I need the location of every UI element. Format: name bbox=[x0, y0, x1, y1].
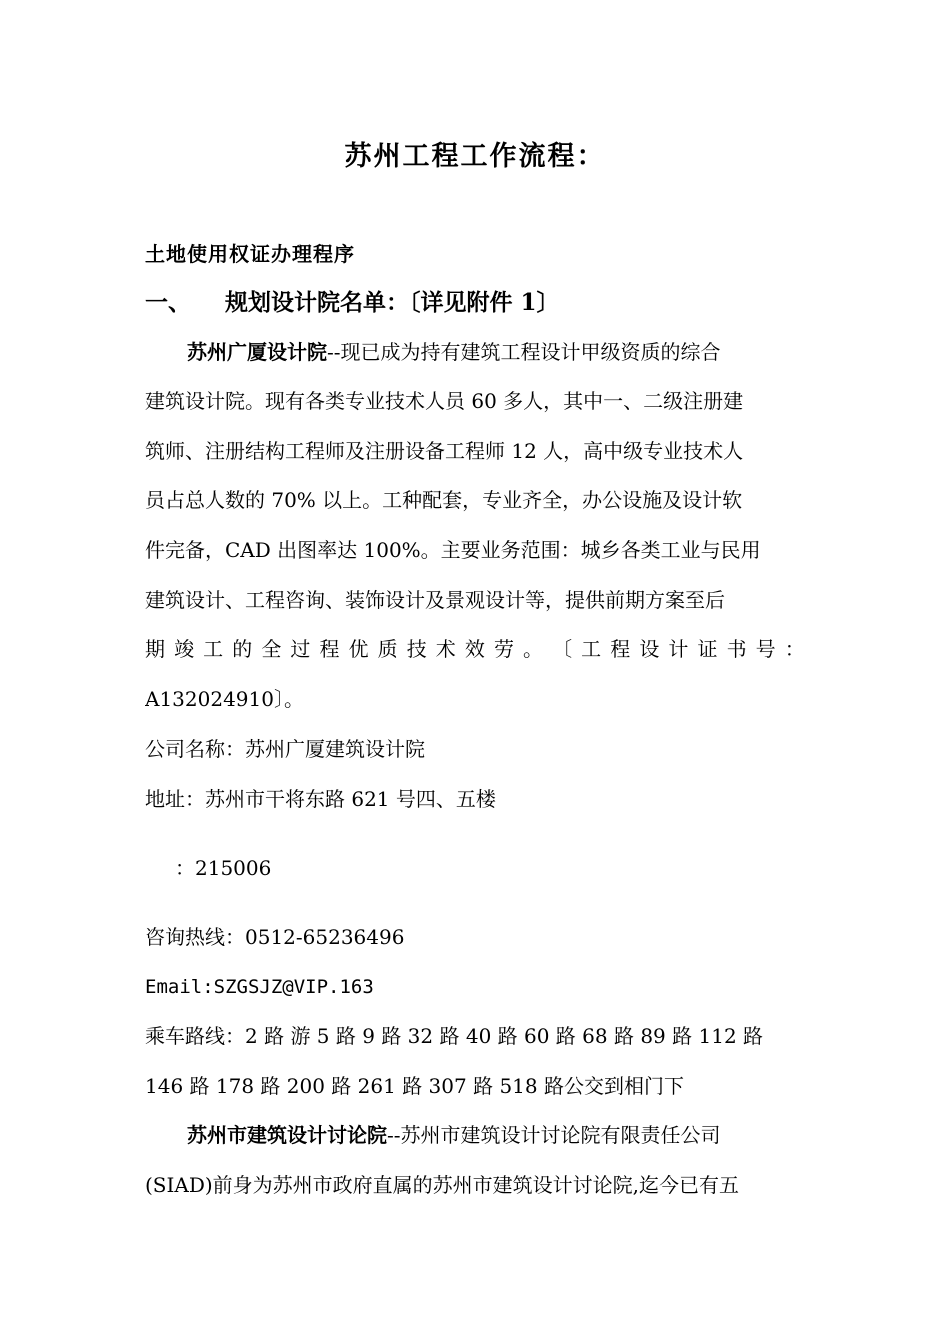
spread-char: 计 bbox=[668, 637, 689, 661]
firm1-name: 苏州广厦设计院 bbox=[187, 340, 327, 364]
firm1-postcode: ：215006 bbox=[175, 856, 272, 880]
spread-char: 技 bbox=[406, 637, 427, 661]
firm1-company-name: 公司名称：苏州广厦建筑设计院 bbox=[145, 737, 425, 761]
firm1-address: 地址：苏州市干将东路 621 号四、五楼 bbox=[145, 787, 496, 811]
spread-char: ： bbox=[784, 637, 805, 661]
spread-char: 优 bbox=[348, 637, 369, 661]
spread-char: 程 bbox=[319, 637, 340, 661]
spread-char: 工 bbox=[581, 637, 602, 661]
firm2-line-text: --苏州市建筑设计讨论院有限责任公司 bbox=[387, 1123, 721, 1147]
spread-char: 证 bbox=[697, 637, 718, 661]
spread-char: 劳 bbox=[493, 637, 514, 661]
firm1-line-text: --现已成为持有建筑工程设计甲级资质的综合 bbox=[327, 340, 721, 364]
firm2-line-0 bbox=[187, 1120, 805, 1150]
spread-char: 工 bbox=[203, 637, 224, 661]
firm1-email: Email:SZGSJZ@VIP.163 bbox=[145, 976, 374, 998]
firm1-cert-line: A132024910〕。 bbox=[145, 687, 304, 711]
spread-char: 质 bbox=[377, 637, 398, 661]
heading-text: 规划设计院名单：〔详见附件 1〕 bbox=[225, 289, 560, 316]
spread-char: 号 bbox=[755, 637, 776, 661]
spread-char: 效 bbox=[464, 637, 485, 661]
spread-char: 的 bbox=[232, 637, 253, 661]
section-label: 土地使用权证办理程序 bbox=[145, 242, 355, 266]
spread-char: 全 bbox=[261, 637, 282, 661]
heading-one bbox=[145, 284, 560, 317]
spread-char: 〔 bbox=[552, 637, 573, 661]
firm2-name: 苏州市建筑设计讨论院 bbox=[187, 1123, 387, 1147]
firm1-hotline: 咨询热线：0512-65236496 bbox=[145, 925, 405, 949]
spread-char: 过 bbox=[290, 637, 311, 661]
firm1-line-2: 筑师、注册结构工程师及注册设备工程师 12 人，高中级专业技术人 bbox=[145, 439, 744, 463]
firm1-bus-line-1: 乘车路线：2 路 游 5 路 9 路 32 路 40 路 60 路 68 路 89 路 112 路 bbox=[145, 1024, 764, 1048]
page-title: 苏州工程工作流程： bbox=[344, 141, 606, 172]
heading-number: 一、 bbox=[145, 289, 191, 316]
spread-char: 术 bbox=[435, 637, 456, 661]
firm1-line-5: 建筑设计、工程咨询、装饰设计及景观设计等，提供前期方案至后 bbox=[145, 588, 725, 612]
firm1-spread-line bbox=[145, 634, 805, 664]
spread-char: 设 bbox=[639, 637, 660, 661]
firm2-line-1: (SIAD)前身为苏州市政府直属的苏州市建筑设计讨论院,迄今已有五 bbox=[145, 1173, 740, 1197]
firm1-line-0 bbox=[187, 337, 805, 367]
firm1-line-4: 件完备，CAD 出图率达 100%。主要业务范围：城乡各类工业与民用 bbox=[145, 538, 761, 562]
spread-char: 期 bbox=[145, 637, 165, 661]
spread-char: 。 bbox=[523, 637, 544, 661]
firm1-line-1: 建筑设计院。现有各类专业技术人员 60 多人，其中一、二级注册建 bbox=[145, 389, 744, 413]
spread-char: 书 bbox=[726, 637, 747, 661]
firm1-bus-line-2: 146 路 178 路 200 路 261 路 307 路 518 路公交到相门下 bbox=[145, 1074, 684, 1098]
firm1-line-3: 员占总人数的 70% 以上。工种配套，专业齐全，办公设施及设计软 bbox=[145, 488, 743, 512]
spread-char: 竣 bbox=[174, 637, 195, 661]
spread-char: 程 bbox=[610, 637, 631, 661]
